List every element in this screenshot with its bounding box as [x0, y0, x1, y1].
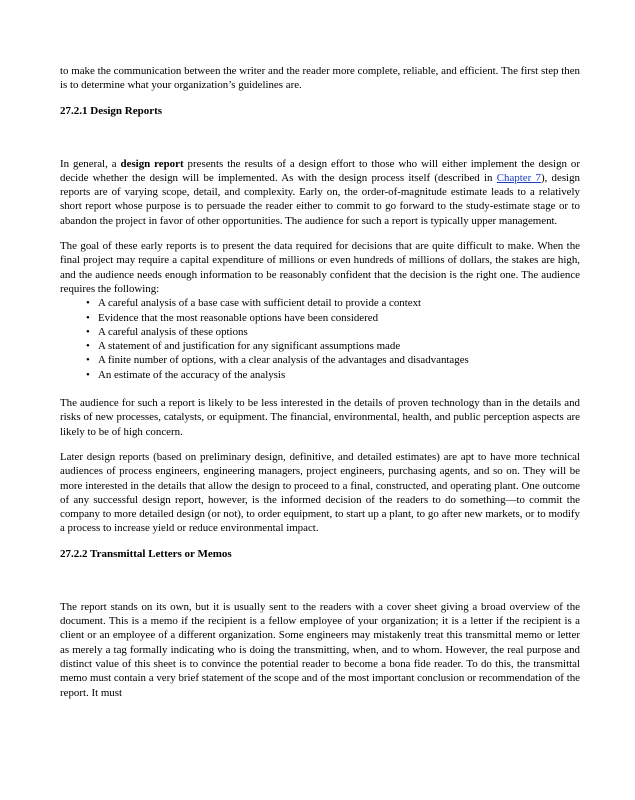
section-heading-design-reports: 27.2.1 Design Reports: [60, 104, 163, 117]
list-item: • An estimate of the accuracy of the analysis: [98, 368, 580, 382]
chapter-link[interactable]: Chapter 7: [496, 171, 541, 184]
list-item: • A finite number of options, with a clear analysis of the advantages and disadvantages: [98, 353, 580, 367]
p1-text-mid: presents the results of a design effort to those who will either implement the design or decide whether the design will be implemented. As with the design process itself (described in: [60, 157, 580, 184]
design-reports-paragraph-3: The audience for such a report is likely to be less interested in the details of proven technology than in the details and risks of new processes, catalysts, or equipment. The financial, environmental, health, and public perception aspects are likely to be of high concern.: [60, 397, 580, 438]
design-reports-paragraph-2: The goal of these early reports is to present the data required for decisions that are quite difficult to make. When the final project may require a capital expenditure of millions or even hundreds of millions of dollars, the stakes are high, and the audience needs enough information to be reasonably confident that the decision is the right one. The audience requires the following:: [60, 240, 580, 295]
list-item: • A statement of and justification for any significant assumptions made: [98, 339, 580, 353]
audience-requirements-list: [60, 296, 580, 382]
document-page: [60, 64, 580, 700]
p1-text-before: In general, a: [60, 157, 121, 170]
section-heading-transmittal: 27.2.2 Transmittal Letters or Memos: [60, 547, 232, 560]
design-reports-paragraph-1: [60, 157, 580, 228]
intro-paragraph: to make the communication between the writer and the reader more complete, reliable, and efficient. The first step then is to determine what your organization’s guidelines are.: [60, 65, 580, 92]
p1-text-after: ), design reports are of varying scope, detail, and complexity. Early on, the order-of-magnitude estimate leads to a relatively short report whose purpose is to persuade the reader either to commit to go forward to the study-estimate stage or to abandon the project in favor of other opportunities. The audience for such a report is typically upper management.: [60, 171, 580, 227]
design-reports-paragraph-4: Later design reports (based on preliminary design, definitive, and detailed estimates) are apt to have more technical audiences of process engineers, engineering managers, project engineers, purchasing agents, and so on. They will be more interested in the details that allow the design to proceed to a final, constructed, and operating plant. One outcome of any successful design report, however, is the informed decision of the readers to do something—to commit the company to more detailed design (or not), to order equipment, to start up a plant, to go after new markets, or to modify a process to increase yield or reduce environmental impact.: [60, 450, 580, 535]
list-item: • A careful analysis of a base case with sufficient detail to provide a context: [98, 296, 580, 310]
design-report-bold-term: design report: [120, 157, 184, 170]
transmittal-paragraph-1: The report stands on its own, but it is usually sent to the readers with a cover sheet giving a broad overview of the document. This is a memo if the recipient is a fellow employee of your organization; it is a letter if the recipient is a client or an employee of a different organization. Some engineers may mistakenly treat this transmittal memo or letter as merely a tag formally indicating who is doing the transmitting, when, and to whom. However, the real purpose and distinct value of this sheet is to convince the potential reader to become a bona fide reader. To do this, the transmittal memo must contain a very brief statement of the scope and of the most important conclusion or recommendation of the report. It must: [60, 600, 580, 699]
list-item: • A careful analysis of these options: [98, 325, 580, 339]
list-item: • Evidence that the most reasonable options have been considered: [98, 311, 580, 325]
